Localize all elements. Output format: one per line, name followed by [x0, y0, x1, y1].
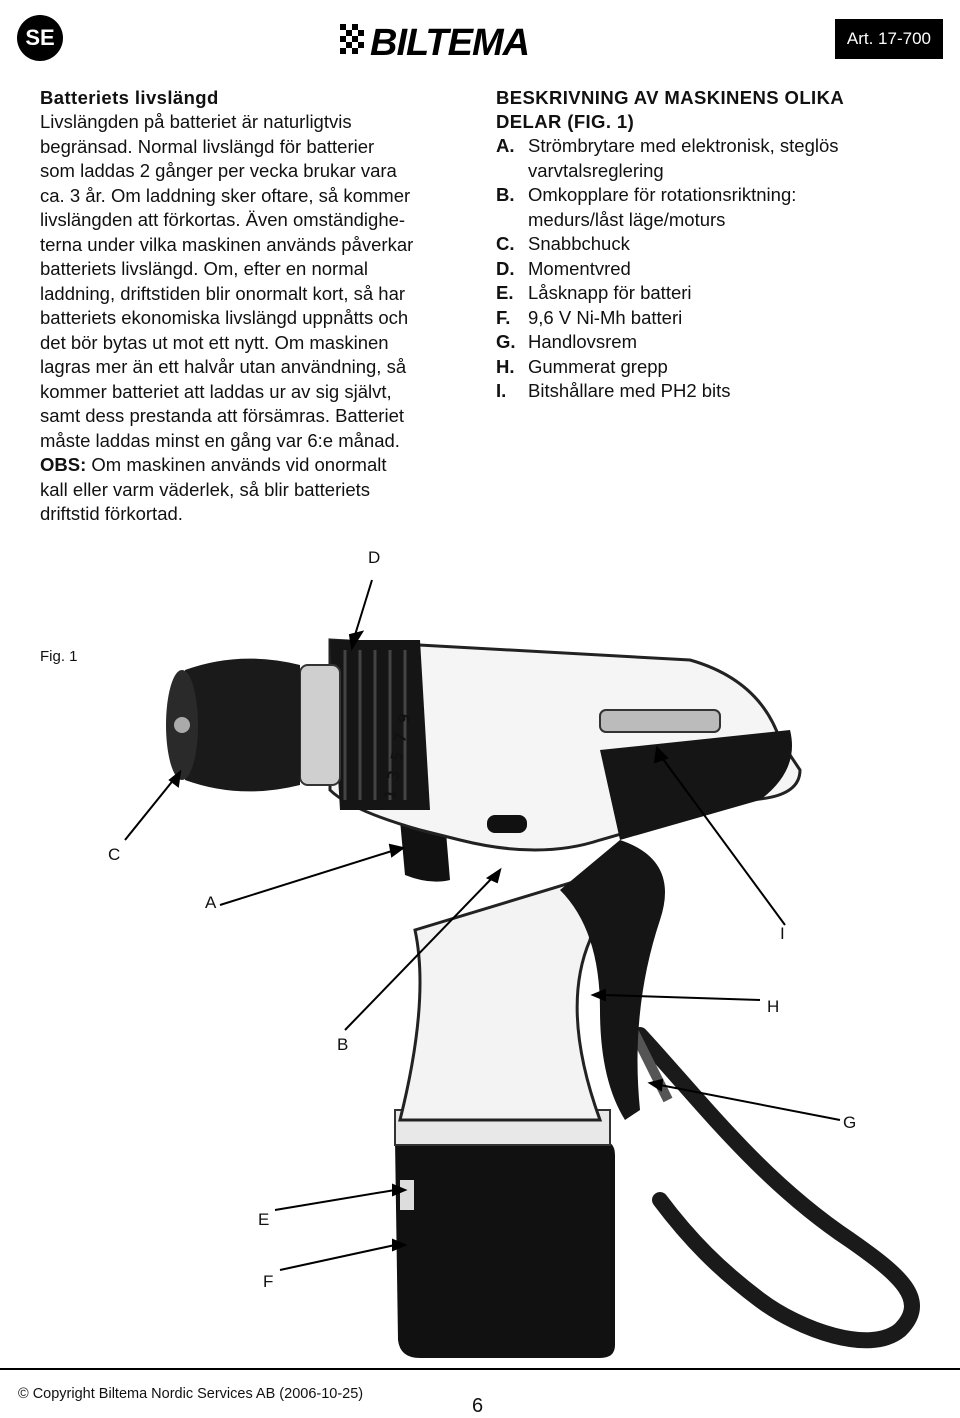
list-item: [496, 183, 936, 208]
battery-line: måste laddas minst en gång var 6:e månad.: [40, 429, 400, 451]
obs-label: OBS:: [40, 454, 87, 475]
battery-release-button: [400, 1180, 414, 1210]
part-text-cont: varvtalsreglering: [528, 159, 664, 181]
list-item: [496, 232, 936, 257]
part-text-cont: medurs/låst läge/moturs: [528, 208, 726, 230]
list-item: [496, 281, 936, 306]
part-text: Handlovsrem: [528, 331, 637, 352]
callout-h: H: [767, 997, 780, 1016]
article-number: Art. 17-700: [835, 19, 943, 59]
drill-illustration: [0, 540, 960, 1370]
part-text: Momentvred: [528, 257, 631, 279]
page-number: 6: [472, 1395, 484, 1417]
part-key: G.: [496, 331, 516, 352]
footer-divider: [0, 1368, 960, 1370]
battery-line: terna under vilka maskinen används påverkar: [40, 233, 414, 255]
part-text: 9,6 V Ni-Mh batteri: [528, 306, 683, 328]
part-text: Strömbrytare med elektronisk, steglös: [528, 135, 839, 156]
parts-list: [496, 134, 936, 404]
battery-line: Livslängden på batteriet är naturligtvis: [40, 111, 352, 132]
battery-line: ca. 3 år. Om laddning sker oftare, så kommer: [40, 184, 411, 206]
battery-line: batteriets livslängd. Om, efter en normal: [40, 258, 369, 279]
callout-c: C: [108, 845, 121, 864]
obs-note: [40, 453, 480, 478]
list-item: [496, 355, 936, 380]
list-item: [496, 134, 936, 159]
part-text: Bitshållare med PH2 bits: [528, 380, 731, 401]
battery-line: samt dess prestanda att försämras. Batteriet: [40, 405, 404, 426]
callout-d: D: [368, 548, 381, 567]
callout-e: E: [258, 1210, 270, 1229]
chuck-jaws: [174, 717, 190, 733]
part-key: F.: [496, 306, 511, 328]
parts-heading-line2: DELAR (FIG. 1): [496, 111, 635, 132]
part-text: Låsknapp för batteri: [528, 282, 692, 303]
battery-life-section: [40, 86, 480, 527]
callout-i: I: [780, 924, 785, 943]
list-item: [496, 379, 936, 404]
battery-line: kommer batteriet att laddas ur av sig självt,: [40, 380, 392, 402]
parts-description-section: [496, 86, 936, 404]
figure-label: Fig. 1: [40, 648, 78, 665]
part-key: E.: [496, 282, 514, 303]
battery-line: lagras mer än ett halvår utan användning, så: [40, 356, 407, 377]
biltema-logo: [340, 20, 625, 60]
callout-b: B: [337, 1035, 349, 1054]
direction-switch: [487, 815, 527, 833]
list-item: [496, 208, 936, 233]
list-item: [496, 330, 936, 355]
part-key: I.: [496, 380, 507, 401]
callout-g: G: [843, 1113, 857, 1132]
parts-heading-line1: BESKRIVNING AV MASKINENS OLIKA: [496, 87, 845, 108]
part-key: B.: [496, 184, 515, 205]
language-badge: SE: [17, 15, 63, 61]
battery-life-heading: Batteriets livslängd: [40, 87, 219, 108]
chuck-chrome-ring: [300, 665, 340, 785]
list-item: [496, 257, 936, 282]
keyless-chuck: [185, 659, 300, 792]
brand-text: BILTEMA: [370, 22, 530, 60]
battery-line: begränsad. Normal livslängd för batterier: [40, 135, 375, 157]
callout-a: A: [205, 893, 217, 912]
list-item: [496, 306, 936, 331]
part-text: Gummerat grepp: [528, 355, 668, 377]
part-key: H.: [496, 355, 515, 377]
wrist-strap: [640, 1035, 912, 1340]
battery-pack: [395, 1140, 615, 1358]
battery-line: livslängden att förkortas. Även omständighe-: [40, 209, 406, 230]
obs-text: Om maskinen används vid onormalt: [86, 454, 387, 475]
handle-body: [400, 880, 600, 1120]
copyright-text: © Copyright Biltema Nordic Services AB (2006-10-25): [18, 1386, 364, 1402]
part-key: A.: [496, 135, 515, 156]
battery-line: batteriets ekonomiska livslängd uppnåtts och: [40, 307, 409, 328]
obs-line: kall eller varm väderlek, så blir batteriets: [40, 478, 371, 500]
battery-line: laddning, driftstiden blir onormalt kort, så har: [40, 282, 406, 304]
bit-holder: [600, 710, 720, 732]
callout-f: F: [263, 1272, 274, 1291]
list-item: [496, 159, 936, 184]
torque-scale-text: 1 3 5 7 9: [380, 712, 414, 801]
battery-line: som laddas 2 gånger per vecka brukar vara: [40, 160, 397, 181]
part-text: Omkopplare för rotationsriktning:: [528, 184, 797, 205]
part-key: C.: [496, 233, 515, 254]
part-text: Snabbchuck: [528, 233, 630, 254]
part-key: D.: [496, 257, 515, 279]
obs-line: driftstid förkortad.: [40, 503, 183, 524]
battery-line: det bör bytas ut mot ett nytt. Om maskinen: [40, 331, 389, 353]
